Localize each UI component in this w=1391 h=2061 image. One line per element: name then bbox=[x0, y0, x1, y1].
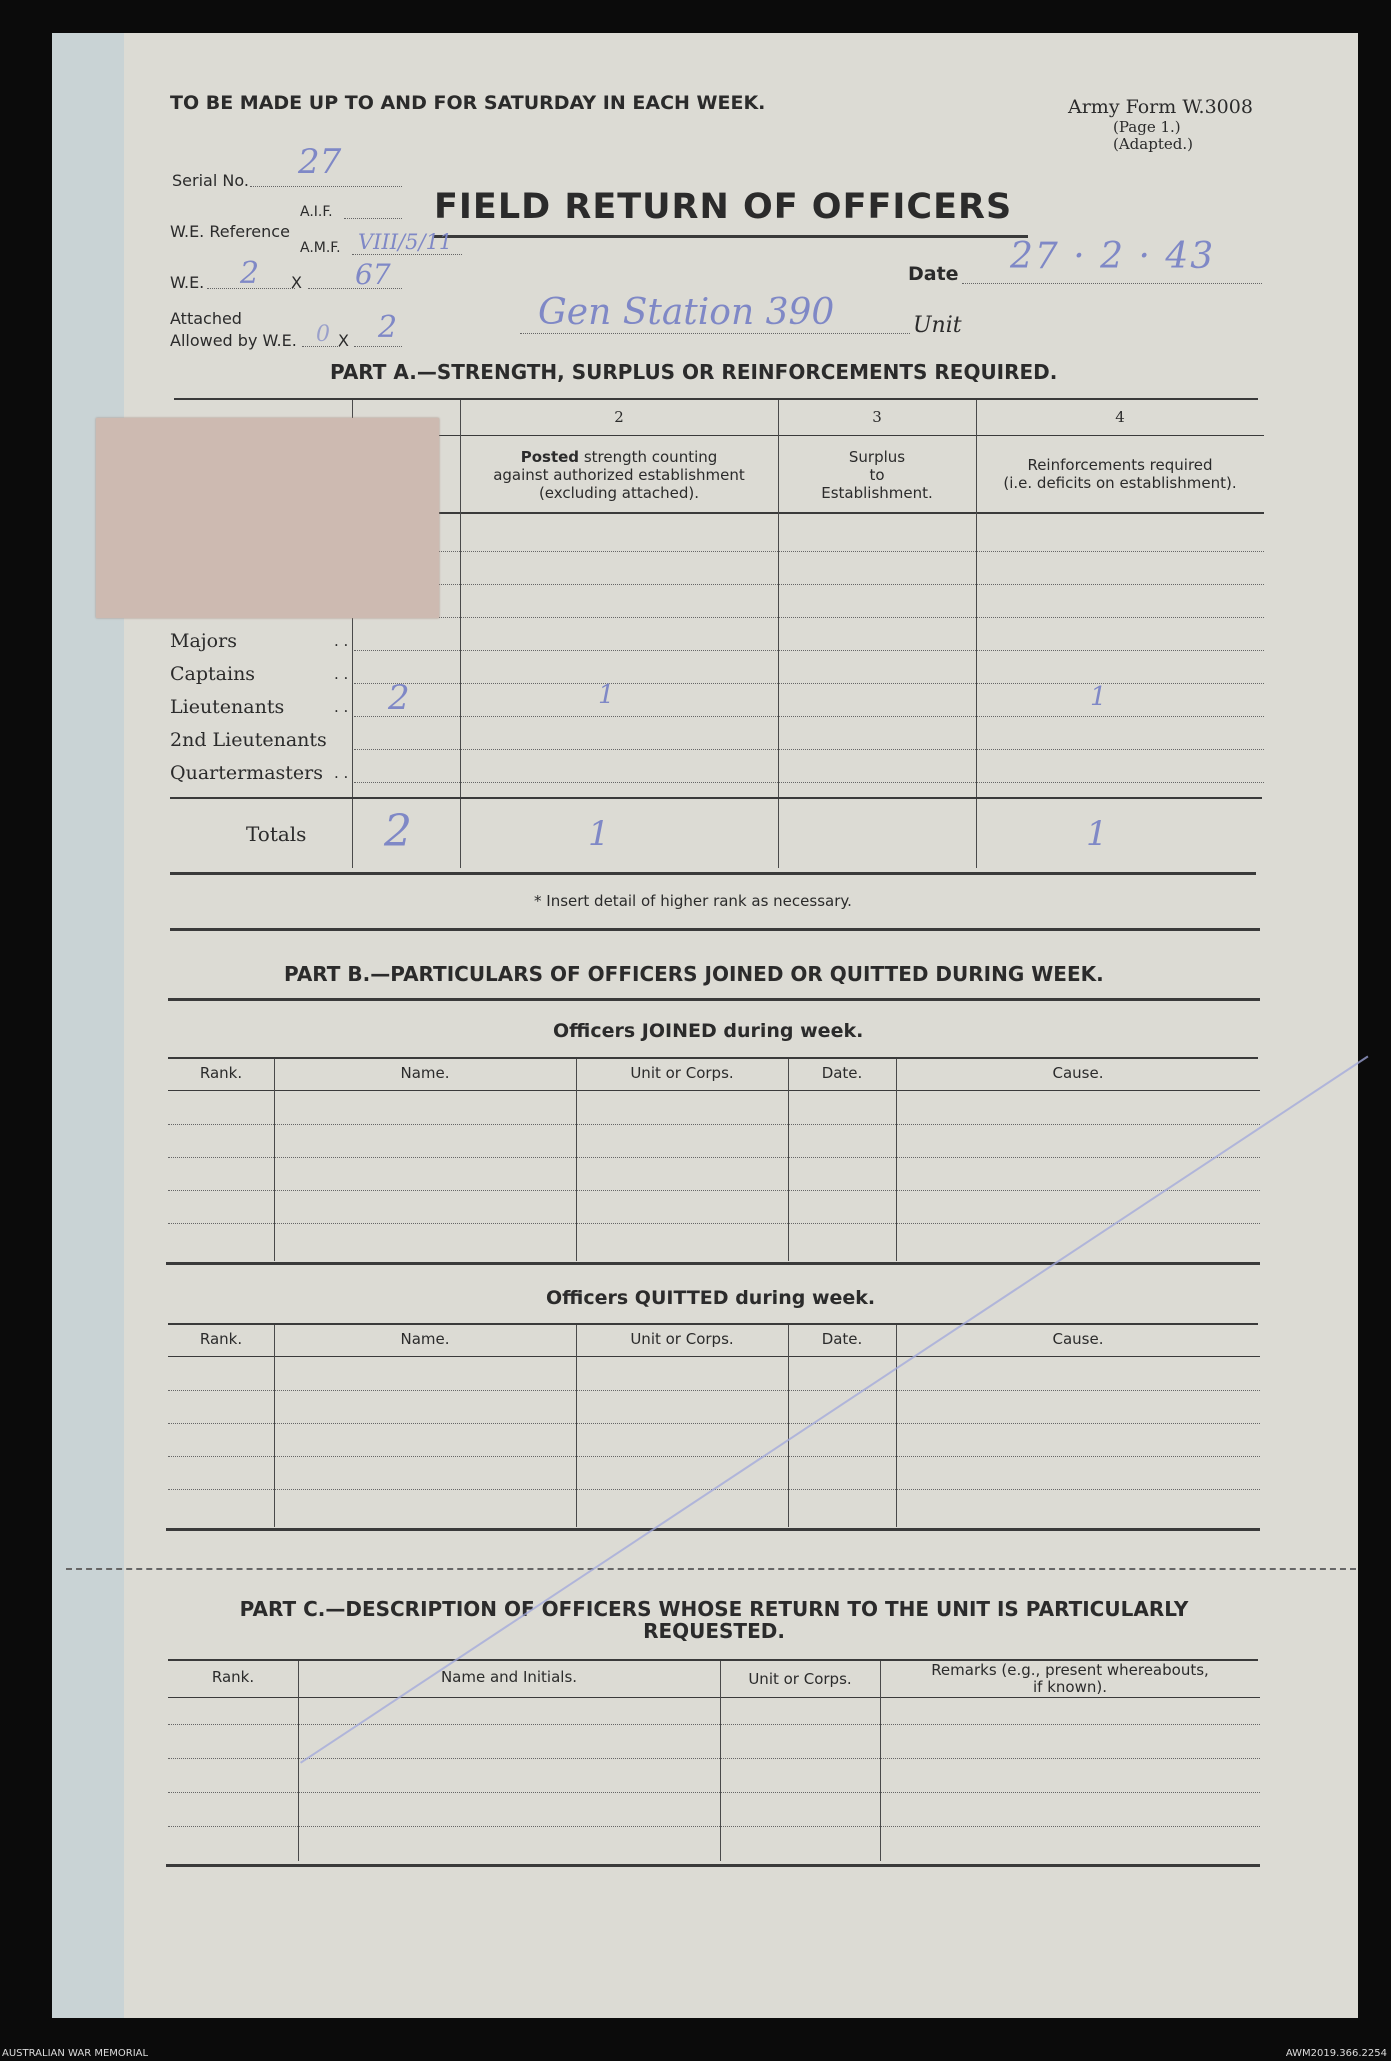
footer-left: AUSTRALIAN WAR MEMORIAL bbox=[2, 2048, 149, 2059]
quitted-col-rank: Rank. bbox=[199, 1330, 243, 1348]
unit-value: Gen Station 390 bbox=[538, 292, 835, 333]
joined-col-cause: Cause. bbox=[1052, 1064, 1104, 1082]
part-c-col-unit: Unit or Corps. bbox=[748, 1670, 852, 1688]
quitted-divider bbox=[576, 1325, 577, 1527]
joined-divider bbox=[788, 1059, 789, 1261]
joined-row-line bbox=[168, 1124, 1260, 1125]
quitted-divider bbox=[896, 1325, 897, 1527]
part-a-row-line bbox=[354, 617, 1264, 618]
col3-header bbox=[778, 448, 976, 502]
part-c-divider bbox=[880, 1661, 881, 1861]
joined-heading-key: JOINED bbox=[641, 1020, 717, 1042]
title-underline bbox=[434, 235, 1028, 238]
lieutenants-posted: 1 bbox=[598, 680, 615, 710]
rank-2nd-lieutenants: 2nd Lieutenants bbox=[170, 729, 327, 751]
part-c-header-rule bbox=[168, 1697, 1260, 1698]
part-a-totals-rule bbox=[170, 797, 1262, 799]
instruction-text: TO BE MADE UP TO AND FOR SATURDAY IN EACH WEEK. bbox=[170, 92, 766, 114]
joined-table-top bbox=[168, 1057, 1258, 1059]
quitted-col-unit: Unit or Corps. bbox=[630, 1330, 734, 1348]
rank-leader: . . bbox=[334, 764, 349, 782]
col4-header-line1: Reinforcements required bbox=[1027, 456, 1213, 474]
date-value: 27 · 2 · 43 bbox=[1010, 236, 1216, 277]
attached-value-b: 2 bbox=[378, 310, 398, 345]
part-c-col-remarks bbox=[880, 1662, 1260, 1696]
aif-dots bbox=[344, 218, 402, 219]
part-c-title-line2: REQUESTED. bbox=[643, 1619, 785, 1643]
part-c-table-bottom bbox=[166, 1864, 1260, 1867]
part-c-divider bbox=[720, 1661, 721, 1861]
quitted-row-line bbox=[168, 1390, 1260, 1391]
part-a-row-line bbox=[354, 683, 1264, 684]
rank-leader: . . bbox=[334, 665, 349, 683]
quitted-heading-pre: Officers bbox=[546, 1287, 629, 1309]
rank-quartermasters: Quartermasters bbox=[170, 762, 323, 784]
amf-label: A.M.F. bbox=[300, 240, 341, 256]
attached-value-a: 0 bbox=[316, 322, 330, 347]
part-a-row-line bbox=[354, 584, 1264, 585]
col-number-3: 3 bbox=[872, 408, 882, 426]
we-value-b: 67 bbox=[355, 258, 391, 291]
part-a-title: PART A.—STRENGTH, SURPLUS OR REINFORCEMENTS REQUIRED. bbox=[330, 360, 1058, 384]
col2-header-line3: (excluding attached). bbox=[538, 484, 700, 502]
part-a-header-rule bbox=[354, 512, 1264, 514]
quitted-col-cause: Cause. bbox=[1052, 1330, 1104, 1348]
col2-header bbox=[460, 448, 778, 502]
joined-row-line bbox=[168, 1223, 1260, 1224]
col-number-4: 4 bbox=[1115, 408, 1125, 426]
unit-dots bbox=[520, 333, 910, 334]
we-value-a: 2 bbox=[240, 256, 260, 291]
part-c-divider bbox=[298, 1661, 299, 1861]
joined-heading-pre: Officers bbox=[553, 1020, 636, 1042]
attached-sheet-edge bbox=[52, 33, 124, 2018]
lieutenants-reinforcements: 1 bbox=[1090, 682, 1107, 712]
lieutenants-establishment: 2 bbox=[388, 678, 410, 718]
part-b-title: PART B.—PARTICULARS OF OFFICERS JOINED OR QUITTED DURING WEEK. bbox=[284, 962, 1104, 986]
col2-header-bold: Posted bbox=[520, 448, 580, 466]
joined-divider bbox=[576, 1059, 577, 1261]
part-c-row-line bbox=[168, 1792, 1260, 1793]
serial-label: Serial No. bbox=[172, 171, 249, 190]
unit-label: Unit bbox=[913, 313, 962, 338]
joined-col-unit: Unit or Corps. bbox=[630, 1064, 734, 1082]
part-a-number-rule bbox=[354, 435, 1264, 436]
quitted-heading bbox=[546, 1287, 875, 1309]
part-a-row-line bbox=[354, 551, 1264, 552]
col4-header-line2: (i.e. deficits on establishment). bbox=[1003, 474, 1237, 492]
attached-dots-b bbox=[354, 346, 402, 347]
part-c-row-line bbox=[168, 1758, 1260, 1759]
we-x-mark: X bbox=[291, 273, 302, 292]
part-c-row-line bbox=[168, 1724, 1260, 1725]
form-page: (Page 1.) bbox=[1113, 118, 1181, 136]
part-b-top-rule bbox=[170, 928, 1260, 931]
quitted-heading-post: during week. bbox=[735, 1287, 876, 1309]
quitted-col-name: Name. bbox=[400, 1330, 450, 1348]
quitted-col-date: Date. bbox=[821, 1330, 863, 1348]
form-id: Army Form W.3008 bbox=[1068, 96, 1253, 118]
joined-heading-post: during week. bbox=[723, 1020, 864, 1042]
col2-header-line2: against authorized establishment bbox=[493, 466, 745, 484]
col-number-2: 2 bbox=[614, 408, 624, 426]
joined-col-rank: Rank. bbox=[199, 1064, 243, 1082]
part-c-col-name: Name and Initials. bbox=[440, 1668, 578, 1686]
serial-value: 27 bbox=[298, 142, 342, 182]
quitted-table-top bbox=[168, 1323, 1258, 1325]
joined-table-bottom bbox=[166, 1262, 1260, 1265]
rank-majors: Majors bbox=[170, 630, 237, 652]
part-b-title-rule bbox=[168, 998, 1260, 1001]
totals-label: Totals bbox=[246, 822, 307, 846]
joined-row-line bbox=[168, 1157, 1260, 1158]
paper-patch bbox=[96, 418, 439, 618]
amf-dots bbox=[352, 254, 462, 255]
perforation-line bbox=[66, 1568, 1356, 1570]
rank-leader: . . bbox=[334, 632, 349, 650]
joined-heading bbox=[553, 1020, 863, 1042]
part-a-row-line bbox=[354, 782, 1264, 783]
joined-col-name: Name. bbox=[400, 1064, 450, 1082]
serial-dots bbox=[250, 186, 402, 187]
rank-leader: . . bbox=[334, 698, 349, 716]
col3-header-line2: to bbox=[869, 466, 885, 484]
part-c-remarks-line2: if known). bbox=[1033, 1678, 1107, 1696]
part-c-title-line1: PART C.—DESCRIPTION OF OFFICERS WHOSE RETURN TO THE UNIT IS PARTICULARLY bbox=[239, 1597, 1189, 1621]
amf-value: VIII/5/11 bbox=[358, 230, 453, 254]
quitted-heading-key: QUITTED bbox=[634, 1287, 729, 1309]
total-reinforcements: 1 bbox=[1086, 814, 1108, 854]
aif-label: A.I.F. bbox=[300, 204, 333, 220]
date-label: Date bbox=[908, 263, 959, 285]
attached-label: Attached bbox=[170, 309, 242, 328]
col2-header-rest: strength counting bbox=[583, 448, 718, 466]
part-a-row-line bbox=[354, 749, 1264, 750]
part-a-footnote: * Insert detail of higher rank as necessary. bbox=[534, 892, 852, 910]
joined-divider bbox=[274, 1059, 275, 1261]
col4-header bbox=[976, 456, 1264, 492]
part-a-row-line bbox=[354, 650, 1264, 651]
part-c-row-line bbox=[168, 1826, 1260, 1827]
part-c-remarks-line1: Remarks (e.g., present whereabouts, bbox=[931, 1661, 1209, 1679]
rank-captains: Captains bbox=[170, 663, 256, 685]
joined-col-date: Date. bbox=[821, 1064, 863, 1082]
joined-divider bbox=[896, 1059, 897, 1261]
we-reference-label: W.E. Reference bbox=[170, 222, 290, 241]
joined-row-line bbox=[168, 1190, 1260, 1191]
total-posted: 1 bbox=[588, 814, 610, 854]
part-a-top-rule bbox=[174, 398, 1258, 400]
attached-x-mark: X bbox=[338, 331, 349, 350]
form-adapted-note: (Adapted.) bbox=[1113, 135, 1193, 153]
quitted-row-line bbox=[168, 1456, 1260, 1457]
part-c-title bbox=[168, 1598, 1260, 1642]
we-label: W.E. bbox=[170, 273, 205, 292]
total-establishment: 2 bbox=[384, 806, 412, 857]
quitted-table-bottom bbox=[166, 1528, 1260, 1531]
rank-lieutenants: Lieutenants bbox=[170, 696, 285, 718]
date-dots bbox=[962, 283, 1262, 284]
footer-right: AWM2019.366.2254 bbox=[1285, 2048, 1387, 2059]
quitted-header-rule bbox=[168, 1356, 1260, 1357]
joined-header-rule bbox=[168, 1090, 1260, 1091]
allowed-by-we-label: Allowed by W.E. bbox=[170, 331, 297, 350]
quitted-row-line bbox=[168, 1423, 1260, 1424]
form-title: FIELD RETURN OF OFFICERS bbox=[434, 187, 1013, 227]
quitted-divider bbox=[274, 1325, 275, 1527]
part-a-row-line bbox=[354, 716, 1264, 717]
col3-header-line1: Surplus bbox=[848, 448, 906, 466]
part-a-bottom-rule bbox=[170, 872, 1256, 875]
quitted-divider bbox=[788, 1325, 789, 1527]
part-c-col-rank: Rank. bbox=[211, 1668, 255, 1686]
col3-header-line3: Establishment. bbox=[821, 484, 933, 502]
